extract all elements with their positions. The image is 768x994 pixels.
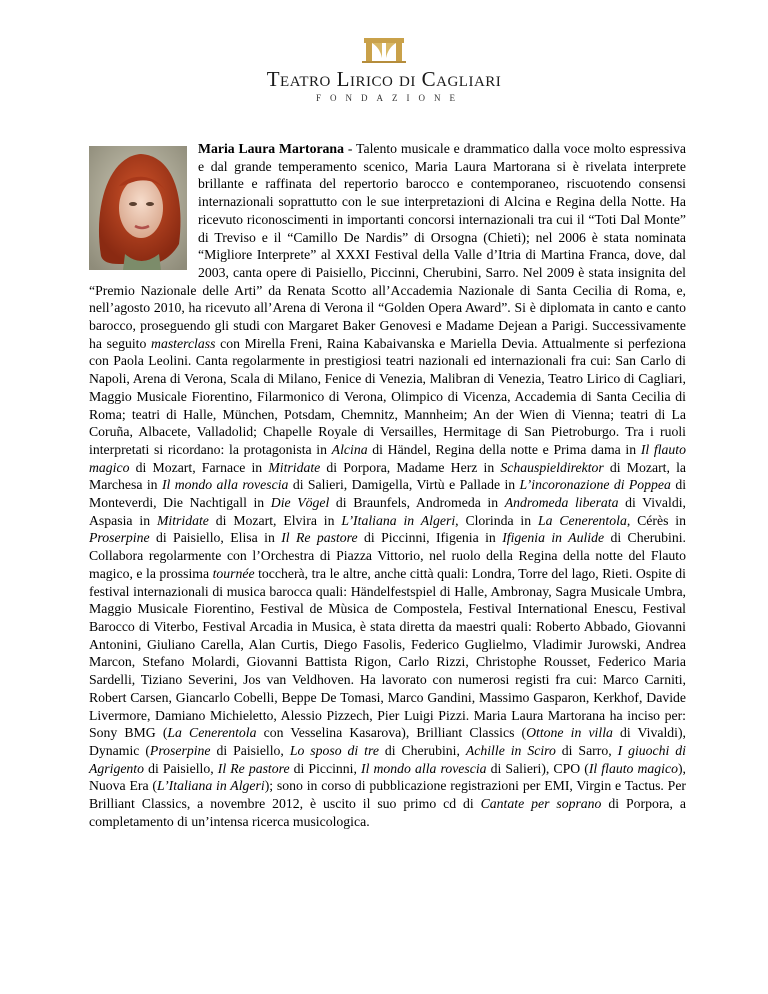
work-title: Ottone in villa <box>526 725 613 741</box>
logo-title: Teatro Lirico di Cagliari <box>266 67 502 91</box>
portrait-photo-icon <box>89 146 187 270</box>
bio-text-segment: di Salieri, Damigella, Virtù e Pallade in <box>288 477 520 493</box>
page-header <box>0 36 768 103</box>
biography-text <box>89 140 686 830</box>
work-title: Lo sposo di tre <box>289 742 379 758</box>
work-title: Cantate per soprano <box>480 796 602 812</box>
work-title: tournée <box>212 565 255 581</box>
bio-text-segment: toccherà, tra le altre, anche città quali: Londra, Torre del lago, Rieti. Ospite di festival internazionali di musica barocca quali: Händelfestspiel di Halle, Ambronay, Sagra Musicale Umbra, Maggio Musicale Fiorentino, Festival de Mùsica de Compostela, Festival International Enescu, Festival Barocco di Viterbo, Festival Arcadia in Musica, è stata diretta da maestri quali: Roberto Abbado, Giovanni Antonini, Giuliano Carella, Alan Curtis, Diego Fasolis, Federico Guglielmo, Vladimir Jurowski, Andrea Marcon, Stefano Molardi, Giovanni Battista Rigon, Carlo Rizzi, Christophe Rousset, Federico Maria Sardelli, Tiziano Severini, Jos van Veldhoven. Ha lavorato con numerosi registi fra cui: Marco Carniti, Robert Carsen, Giancarlo Cobelli, Beppe De Tomasi, Marco Gandini, Massimo Gasparon, Kerkhof, Davide Livermore, Damiano Michieletto, Alessio Pizzech, Pier Luigi Pizzi. Maria Laura Martorana ha inciso per: Sony BMG ( <box>89 565 686 741</box>
work-title: Il mondo alla rovescia <box>161 477 289 493</box>
theatre-logo-icon <box>358 36 410 64</box>
work-title: La Cenerentola <box>537 512 627 528</box>
bio-text-segment: di Porpora, Madame Herz in <box>320 459 501 475</box>
bio-text-segment: di Porpora, a completamento di un’intensa ricerca musicologica. <box>89 796 686 829</box>
work-title: Mitridate <box>268 459 321 475</box>
bio-text-segment: di Piccinni, <box>289 760 362 776</box>
bio-text-segment: ); sono in corso di pubblicazione registrazioni per EMI, Virgin e Tactus. Per Brilliant Classics, a novembre 2012, è uscito il suo primo cd di <box>89 778 686 812</box>
bio-text-segment: ), Nuova Era ( <box>89 760 686 794</box>
work-title: Il Re pastore <box>217 760 290 776</box>
bio-text-segment: di Braunfels, Andromeda in <box>329 495 505 511</box>
work-title: L’Italiana in Algeri <box>156 778 265 794</box>
artist-name: Maria Laura Martorana <box>198 141 344 156</box>
work-title: Il flauto magico <box>588 760 678 776</box>
work-title: Proserpine <box>149 742 211 758</box>
bio-text-segment: di Paisiello, <box>210 742 290 758</box>
work-title: Alcina <box>331 441 368 457</box>
work-title: Achille in Sciro <box>465 742 556 758</box>
bio-text-segment: - Talento musicale e drammatico dalla voce molto espressiva e dal grande temperamento scenico, Maria Laura Martorana si è rivelata interprete brillante e raffinata del repertorio barocco e contemporaneo, riscuotendo consensi internazionali soprattutto con le sue interpretazioni di Alcina e Regina della Notte. Ha ricevuto riconoscimenti in importanti concorsi internazionali tra cui il “Toti Dal Monte” di Treviso e il “Camillo De Nardis” di Orsogna (Chieti); nel 2006 è stata nominata “Migliore Interprete” al XXXI Festival della Valle d’Itria di Martina Franca, dove, dal 2003, canta opere di Paisiello, Piccinni, Cherubini, Sarro. Nel 2009 è stata insignita del “Premio Nazionale delle Arti” da Renata Scotto all’Accademia Nazionale di Santa Cecilia di Roma, e, nell’agosto 2010, ha ricevuto all’Arena di Verona il “Golden Opera Award”. Si è diplomata in canto e canto barocco, proseguendo gli studi con Margaret Baker Genovesi e Madame Dejean a Parigi. Successivamente ha seguito <box>89 141 687 351</box>
bio-text-segment: di Mozart, Farnace in <box>129 459 269 475</box>
bio-text-segment: di Salieri), CPO ( <box>486 760 589 776</box>
work-title: Ifigenia in Aulide <box>502 530 605 546</box>
bio-text-segment: di Cherubini. Collabora regolarmente con l’Orchestra di Piazza Vittorio, nel ruolo della Regina della notte del Flauto magico, e la prossima <box>89 530 686 581</box>
bio-text-segment: di Mozart, la Marchesa in <box>89 459 686 493</box>
work-title: La Cenerentola <box>167 725 257 741</box>
bio-text-segment: di Händel, Regina della notte e Prima dama in <box>367 441 641 457</box>
work-title: Schauspieldirektor <box>500 459 604 475</box>
work-title: L’incoronazione di Poppea <box>519 477 671 493</box>
work-title: Il mondo alla rovescia <box>361 760 487 776</box>
work-title: Andromeda liberata <box>504 495 619 511</box>
work-title: Il flauto magico <box>89 441 686 475</box>
bio-text-segment: di Monteverdi, Die Nachtigall in <box>89 477 687 511</box>
work-title: Die Vögel <box>270 495 330 511</box>
logo-subtitle: FONDAZIONE <box>316 93 464 103</box>
bio-text-segment: di Piccinni, Ifigenia in <box>357 530 503 546</box>
bio-text-segment: , Clorinda in <box>455 512 538 528</box>
bio-text-segment: con Mirella Freni, Raina Kabaivanska e Mariella Devia. Attualmente si perfeziona con Paola Leolini. Canta regolarmente in prestigiosi teatri nazionali ed internazionali fra cui: San Carlo di Napoli, Arena di Verona, Scala di Milano, Fenice di Venezia, Malibran di Venezia, Teatro Lirico di Cagliari, Maggio Musicale Fiorentino, Filarmonico di Verona, Olimpico di Vicenza, Accademia di Santa Cecilia di Roma; teatri di Halle, München, Potsdam, Chemnitz, Mannheim; An der Wien di Vienna; teatri di La Coruña, Albacete, Valladolid; Chapelle Royale di Versailles, Hermitage di San Pietroburgo. Tra i ruoli interpretati si ricordano: la protagonista in <box>89 335 686 457</box>
bio-text-segment: di Paisiello, <box>144 760 218 776</box>
bio-text-segment: di Vivaldi, Aspasia in <box>89 495 686 528</box>
bio-text-segment: di Sarro, <box>555 742 618 758</box>
bio-text-segment: di Cherubini, <box>378 742 466 758</box>
bio-text-segment: di Vivaldi), Dynamic ( <box>89 725 686 758</box>
bio-text-segment: di Paisiello, Elisa in <box>149 530 282 546</box>
work-title: L’Italiana in Algeri <box>341 512 456 528</box>
bio-text-segment: , Cérès in <box>626 512 686 528</box>
work-title: Il Re pastore <box>281 530 358 546</box>
bio-text-segment: con Vesselina Kasarova), Brilliant Classics ( <box>256 725 527 741</box>
work-title: masterclass <box>151 335 216 351</box>
bio-text-segment: di Mozart, Elvira in <box>208 512 342 528</box>
work-title: I giuochi di Agrigento <box>89 742 686 776</box>
work-title: Mitridate <box>156 512 209 528</box>
work-title: Proserpine <box>89 530 150 546</box>
